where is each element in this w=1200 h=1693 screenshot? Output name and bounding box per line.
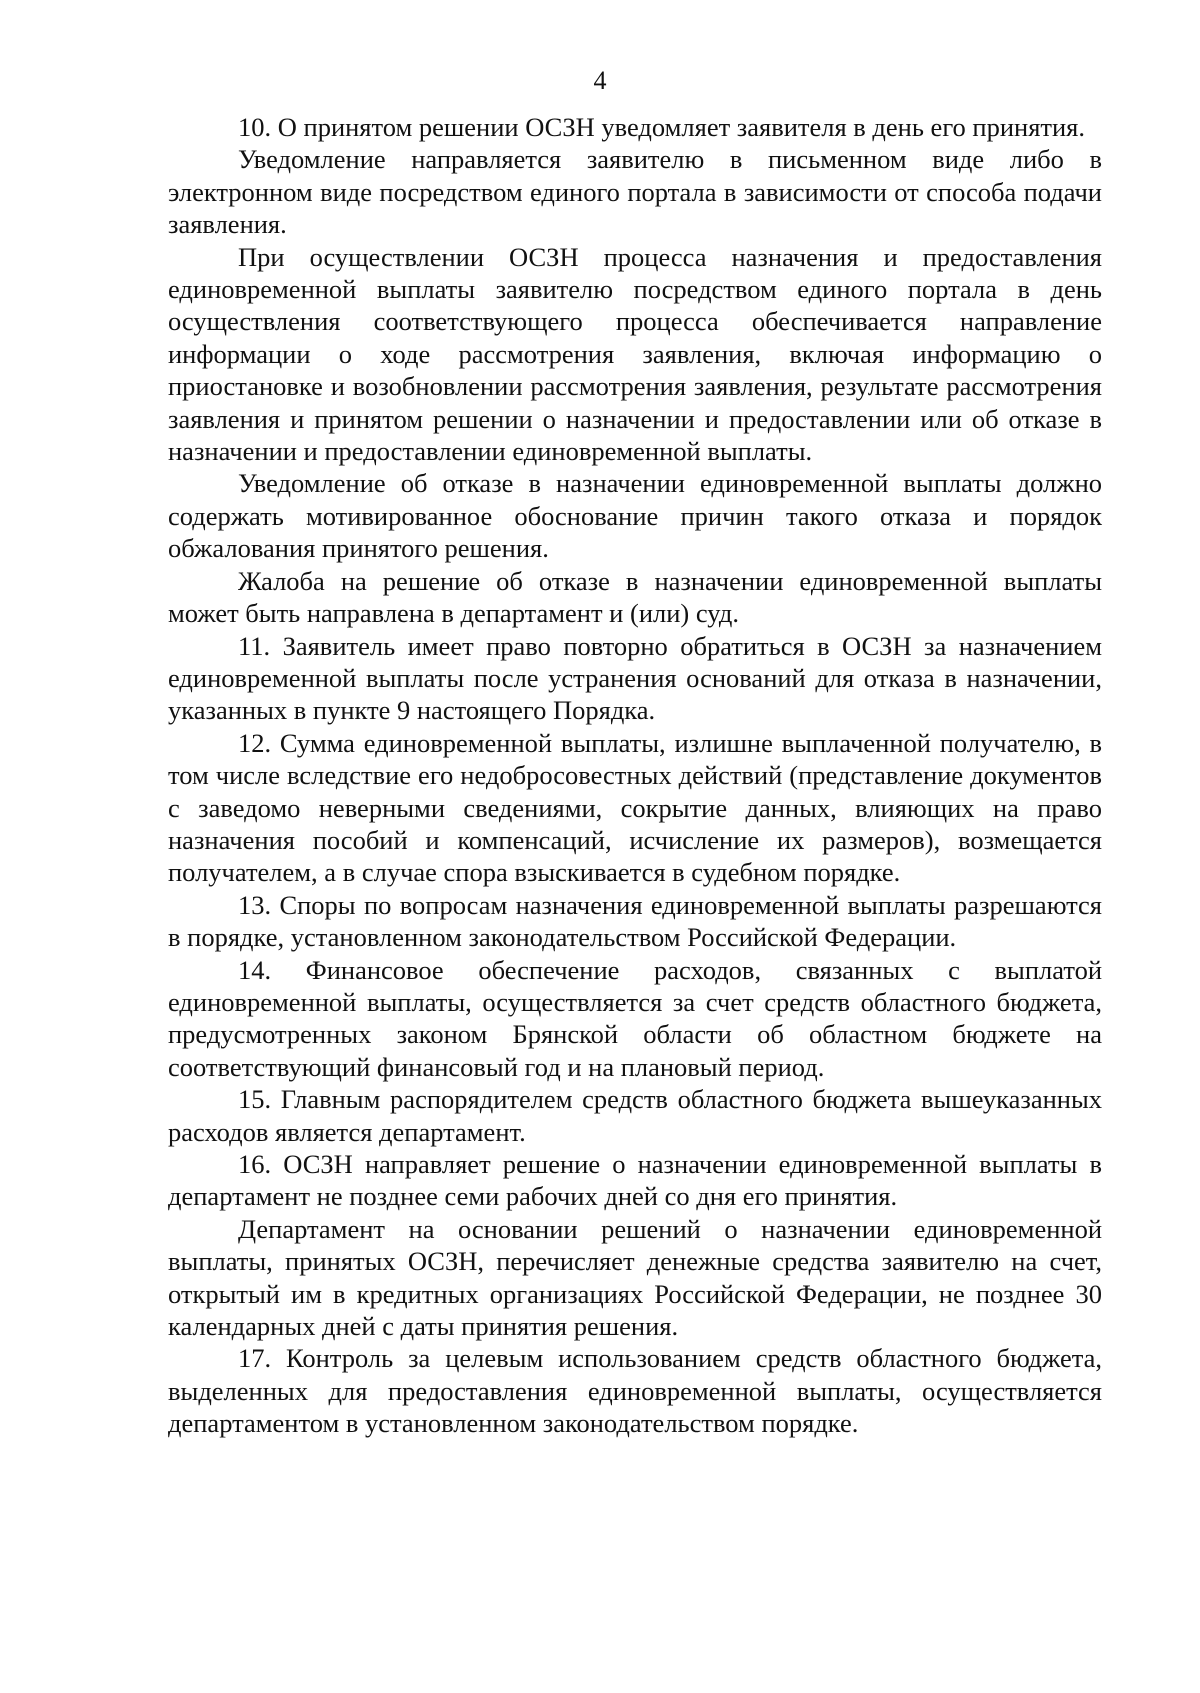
paragraph-11: 11. Заявитель имеет право повторно обратиться в ОСЗН за назначением единовременной выплаты после устранения оснований для отказа в назначении, указанных в пункте 9 настоящего Порядка. <box>168 630 1102 726</box>
paragraph-15: 15. Главным распорядителем средств областного бюджета вышеуказанных расходов является департамент. <box>168 1084 1102 1147</box>
paragraph-department-transfer: Департамент на основании решений о назначении единовременной выплаты, принятых ОСЗН, перечисляет денежные средства заявителю на счет, открытый им в кредитных организациях Российской Федерации, не позднее 30 календарных дней с даты принятия решения. <box>168 1213 1102 1342</box>
paragraph-refusal-notice: Уведомление об отказе в назначении единовременной выплаты должно содержать мотивированное обоснование причин такого отказа и порядок обжалования принятого решения. <box>168 468 1102 564</box>
paragraph-portal-process: При осуществлении ОСЗН процесса назначения и предоставления единовременной выплаты заявителю посредством единого портала в день осуществления соответствующего процесса обеспечивается направление информации о ходе рассмотрения заявления, включая информацию о приостановке и возобновлении рассмотрения заявления, результате рассмотрения заявления и принятом решении о назначении и предоставлении или об отказе в назначении и предоставлении единовременной выплаты. <box>168 241 1102 467</box>
paragraph-17: 17. Контроль за целевым использованием средств областного бюджета, выделенных для предоставления единовременной выплаты, осуществляется департаментом в установленном законодательством порядке. <box>168 1343 1102 1439</box>
page-number: 4 <box>593 66 607 95</box>
paragraph-16: 16. ОСЗН направляет решение о назначении единовременной выплаты в департамент не позднее семи рабочих дней со дня его принятия. <box>168 1149 1102 1212</box>
document-body <box>168 111 1102 1440</box>
paragraph-13: 13. Споры по вопросам назначения единовременной выплаты разрешаются в порядке, установленном законодательством Российской Федерации. <box>168 889 1102 953</box>
paragraph-14: 14. Финансовое обеспечение расходов, связанных с выплатой единовременной выплаты, осуществляется за счет средств областного бюджета, предусмотренных законом Брянской области об областном бюджете на соответствующий финансовый год и на плановый период. <box>168 954 1102 1082</box>
paragraph-10: 10. О принятом решении ОСЗН уведомляет заявителя в день его принятия. <box>238 112 1085 142</box>
paragraph-12: 12. Сумма единовременной выплаты, излишне выплаченной получателю, в том числе вследствие его недобросовестных действий (представление документов с заведомо неверными сведениями, сокрытие данных, влияющих на право назначения пособий и компенсаций, исчисление их размеров), возмещается получателем, а в случае спора взыскивается в судебном порядке. <box>168 727 1102 888</box>
paragraph-complaint: Жалоба на решение об отказе в назначении единовременной выплаты может быть направлена в департамент и (или) суд. <box>168 565 1102 629</box>
paragraph-notification: Уведомление направляется заявителю в письменном виде либо в электронном виде посредством единого портала в зависимости от способа подачи заявления. <box>168 144 1102 240</box>
